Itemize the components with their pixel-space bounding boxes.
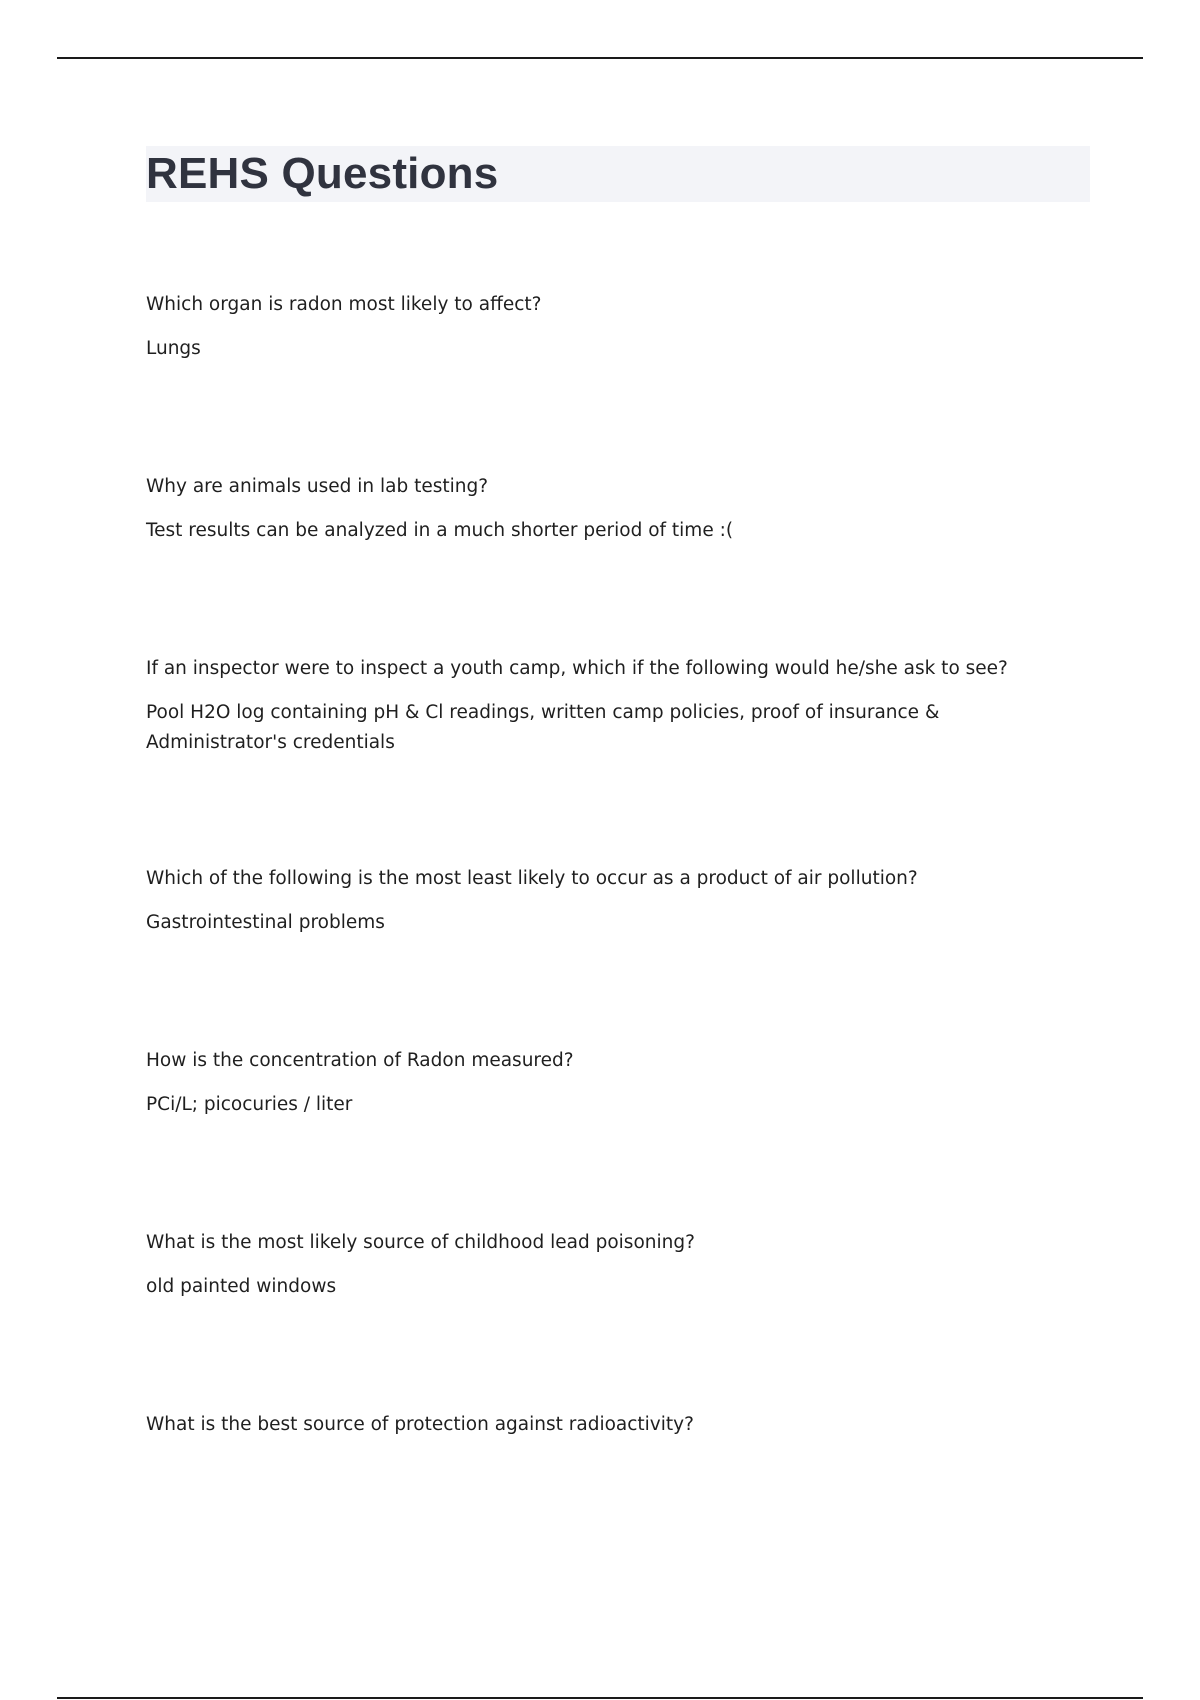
qa-item: [146, 290, 1086, 364]
question-text: If an inspector were to inspect a youth camp, which if the following would he/she ask to see?: [146, 658, 1008, 679]
answer-text: Test results can be analyzed in a much shorter period of time :(: [146, 520, 734, 541]
question-text: Which of the following is the most least likely to occur as a product of air pollution?: [146, 868, 918, 889]
question-text: Which organ is radon most likely to affect?: [146, 294, 542, 315]
answer-text: Lungs: [146, 338, 201, 359]
question-text: What is the most likely source of childhood lead poisoning?: [146, 1232, 695, 1253]
answer-text: old painted windows: [146, 1276, 337, 1297]
qa-item: [146, 864, 1086, 938]
qa-item: [146, 1410, 1086, 1440]
answer-text: Pool H2O log containing pH & Cl readings, written camp policies, proof of insurance & Administrator's credentials: [146, 702, 940, 753]
answer-text: Gastrointestinal problems: [146, 912, 385, 933]
qa-item: [146, 1228, 1086, 1302]
question-text: How is the concentration of Radon measured?: [146, 1050, 574, 1071]
header-rule: [57, 57, 1143, 59]
answer-text: PCi/L; picocuries / liter: [146, 1094, 353, 1115]
qa-item: [146, 654, 1086, 758]
qa-item: [146, 472, 1086, 546]
qa-item: [146, 1046, 1086, 1120]
document-title: REHS Questions: [146, 149, 499, 198]
question-text: What is the best source of protection against radioactivity?: [146, 1414, 694, 1435]
question-text: Why are animals used in lab testing?: [146, 476, 489, 497]
footer-rule: [57, 1697, 1143, 1699]
